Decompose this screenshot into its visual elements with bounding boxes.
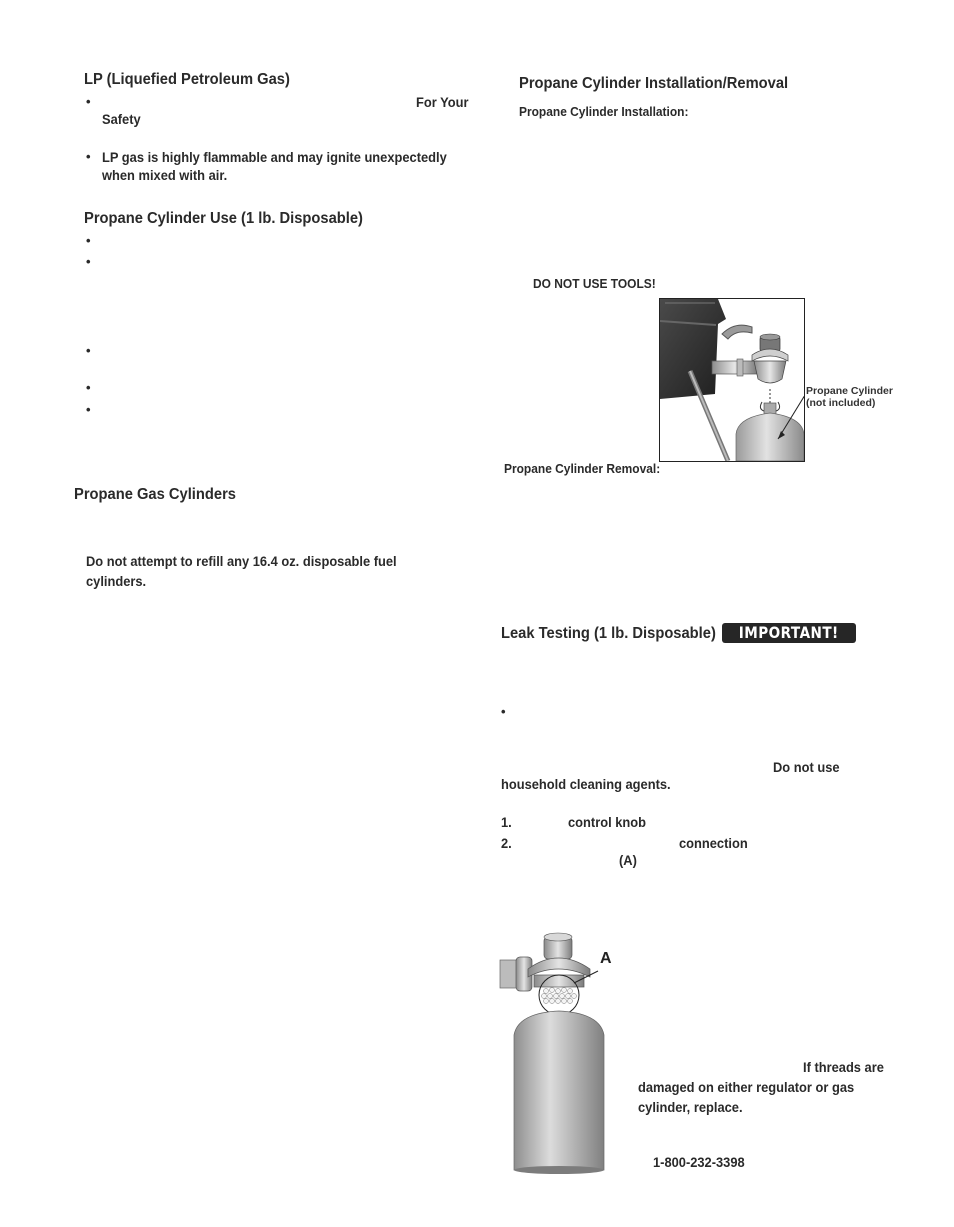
grill-regulator-illustration [660,299,804,461]
threads-line1: If threads are [803,1059,884,1075]
bullet: • [86,380,91,395]
for-your-text: For Your [416,94,469,110]
refill-warning-line1: Do not attempt to refill any 16.4 oz. disposable fuel [86,553,397,569]
step1-text: control knob [568,814,646,830]
leak-testing-heading: Leak Testing (1 lb. Disposable) [501,625,716,642]
cylinder-use-heading: Propane Cylinder Use (1 lb. Disposable) [84,210,363,227]
removal-label: Propane Cylinder Removal: [504,461,661,476]
refill-warning-line2: cylinders. [86,573,147,589]
step2-callout: (A) [619,852,637,868]
lp-flammable-line1: LP gas is highly flammable and may ignite unexpectedly [102,149,447,165]
bullet: • [86,402,91,417]
do-not-use-text: Do not use [773,759,840,775]
step2-text: connection [679,835,748,851]
bullet: • [86,149,91,164]
install-removal-heading: Propane Cylinder Installation/Removal [519,75,789,92]
figure-caption-line2: (not included) [806,397,876,409]
leak-bubbles [542,988,577,1004]
lp-heading: LP (Liquefied Petroleum Gas) [84,71,290,88]
important-badge: IMPORTANT! [722,623,856,643]
bullet: • [86,343,91,358]
figure-label-a: A [600,950,612,967]
safety-text: Safety [102,111,141,127]
household-cleaning-text: household cleaning agents. [501,776,671,792]
support-phone: 1-800-232-3398 [653,1154,745,1170]
lp-flammable-line2: when mixed with air. [102,167,228,183]
figure-caption-line1: Propane Cylinder [806,385,893,397]
threads-line3: cylinder, replace. [638,1099,743,1115]
installation-label: Propane Cylinder Installation: [519,104,689,119]
cylinder-installation-figure [659,298,805,462]
bullet: • [501,704,506,719]
bullet: • [86,94,91,109]
gas-cylinders-heading: Propane Gas Cylinders [74,486,236,503]
step2-number: 2. [501,835,512,851]
no-tools-warning: DO NOT USE TOOLS! [533,276,656,291]
bullet: • [86,233,91,248]
step1-number: 1. [501,814,512,830]
threads-line2: damaged on either regulator or gas [638,1079,855,1095]
bullet: • [86,254,91,269]
